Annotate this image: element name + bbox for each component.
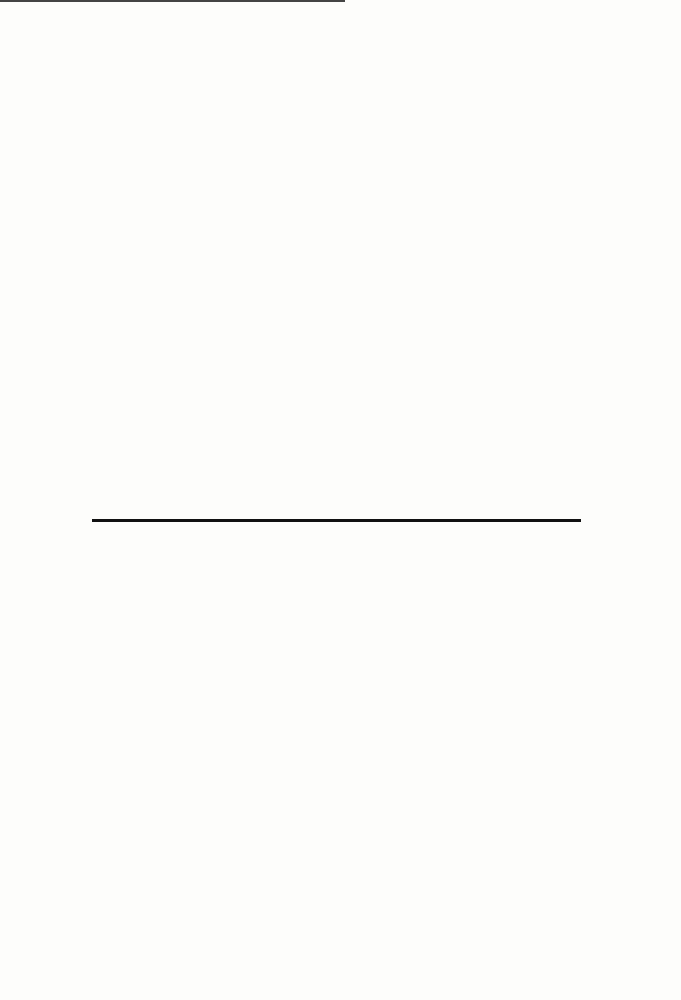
section-divider bbox=[92, 519, 581, 522]
top-border-line bbox=[0, 0, 345, 2]
